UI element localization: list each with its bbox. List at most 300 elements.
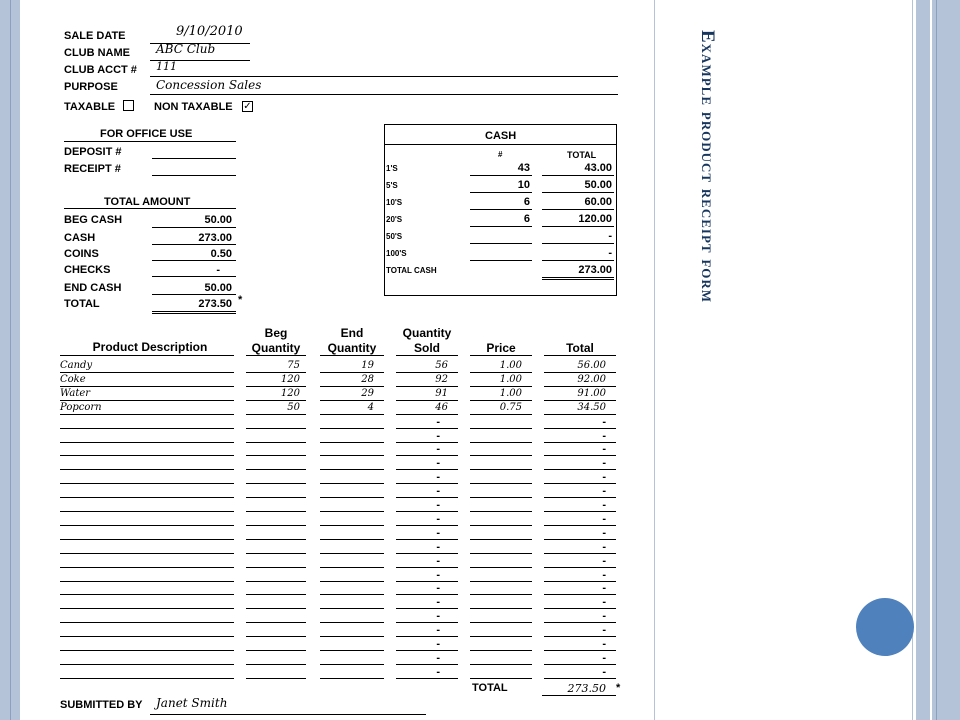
row-line [544,372,616,373]
receipt-label: RECEIPT # [64,163,121,175]
row-line [60,553,234,554]
cash-denomination: 100'S [386,249,407,258]
row-line [544,497,616,498]
row-line [470,428,532,429]
cell-total: - [602,499,606,511]
checks-label: CHECKS [64,264,111,276]
cash-count: 10 [517,179,530,191]
row-line [544,664,616,665]
row-line [320,581,384,582]
cash-denomination: 10'S [386,198,403,207]
row-line [470,469,532,470]
row-line [320,525,384,526]
row-line [60,539,234,540]
grand-total-label: TOTAL [472,682,508,694]
row-line [470,372,532,373]
row-line [320,386,384,387]
cash-total: 60.00 [584,196,612,208]
cash-denomination: 20'S [386,215,403,224]
cell-total: - [602,665,606,678]
row-line [320,539,384,540]
row-line [396,636,458,637]
row-line [60,511,234,512]
row-line [60,567,234,568]
row-line [544,594,616,595]
club-name-label: CLUB NAME [64,47,130,59]
cell-beg: 75 [287,360,300,371]
header-underline [246,355,306,356]
row-line [246,622,306,623]
row-line [470,539,532,540]
cell-sold: - [436,624,440,637]
row-line [60,636,234,637]
row-line [544,622,616,623]
row-line [60,678,234,679]
row-line [246,553,306,554]
row-line [246,539,306,540]
cell-price: 1.00 [499,360,522,371]
cell-total: - [602,568,606,581]
cash-total-line [542,260,614,261]
row-line [320,414,384,415]
row-line [320,636,384,637]
row-line [396,553,458,554]
cell-sold: - [436,651,440,664]
cell-sold: - [436,665,440,678]
row-line [320,553,384,554]
row-line [544,455,616,456]
cash-total: 43.00 [584,162,612,174]
cash-total-line [542,192,614,193]
row-line [396,497,458,498]
beg-cash-value: 50.00 [204,214,232,226]
total-label: TOTAL [64,298,100,310]
header-underline [320,355,384,356]
cash-count-line [470,192,532,193]
cell-total: 34.50 [577,401,606,413]
row-line [246,608,306,609]
total-cash-value: 273.00 [578,264,612,276]
cell-total: - [602,582,606,595]
club-name-value: ABC Club [156,42,216,56]
row-line [470,497,532,498]
taxable-checkbox[interactable] [123,100,134,111]
sale-date-value: 9/10/2010 [176,24,243,39]
row-line [396,428,458,429]
row-line [544,636,616,637]
cash-count-line [470,243,532,244]
row-line [396,608,458,609]
row-line [246,442,306,443]
row-line [246,636,306,637]
cell-sold: - [436,429,440,442]
cell-total: - [602,443,606,456]
row-line [470,511,532,512]
row-line [320,622,384,623]
cash-denomination: 50'S [386,232,403,241]
cash-total-line [542,209,614,210]
coins-label: COINS [64,248,99,260]
row-line [470,664,532,665]
row-line [246,469,306,470]
cell-beg: 50 [287,401,300,413]
cell-sold: 46 [435,401,448,413]
row-line [60,650,234,651]
cell-total: - [602,554,606,567]
cell-sold: - [436,596,440,609]
row-line [544,511,616,512]
cell-total: - [602,624,606,637]
cell-sold: - [436,540,440,553]
row-line [246,386,306,387]
cell-sold: - [436,638,440,650]
cash-total-line [542,226,614,227]
col-beg-quantity-2: Quantity [251,341,301,355]
end-cash-value: 50.00 [204,282,232,294]
row-line [396,650,458,651]
cash-count-line [470,209,532,210]
row-line [470,678,532,679]
row-line [396,622,458,623]
row-line [544,483,616,484]
row-line [396,581,458,582]
cell-total: - [602,471,606,484]
row-line [544,414,616,415]
row-line [60,594,234,595]
office-use-rule [64,141,236,142]
grand-total-value: 273.50 [567,682,606,695]
beg-cash-label: BEG CASH [64,214,123,226]
row-line [246,525,306,526]
cell-sold: - [436,512,440,525]
deposit-label: DEPOSIT # [64,146,122,158]
row-line [470,525,532,526]
row-line [470,553,532,554]
coins-line [152,260,236,261]
cell-sold: - [436,568,440,581]
cash-total-header: TOTAL [567,150,597,160]
row-line [396,567,458,568]
row-line [396,483,458,484]
beg-cash-line [152,227,236,228]
total-amount-rule [64,208,236,209]
cash-line [152,244,236,245]
purpose-line [150,94,618,95]
row-line [470,608,532,609]
row-line [320,594,384,595]
non-taxable-label: NON TAXABLE [154,101,233,113]
row-line [246,511,306,512]
row-line [320,483,384,484]
row-line [320,567,384,568]
row-line [396,664,458,665]
cell-beg: 120 [280,373,300,385]
cell-description: Coke [60,373,86,385]
cash-total: - [608,247,612,259]
slide-title: Example product receipt form [697,30,718,304]
row-line [470,622,532,623]
cash-count-line [470,175,532,176]
col-total: Total [566,341,594,355]
cell-end: 4 [367,401,374,413]
club-acct-label: CLUB ACCT # [64,64,137,76]
col-end-quantity-1: End [340,326,364,340]
row-line [544,469,616,470]
row-line [246,678,306,679]
frame-line-left [654,0,655,720]
cell-end: 28 [361,373,374,385]
checks-line [152,276,236,277]
row-line [470,442,532,443]
cash-total: - [608,230,612,242]
cell-total: - [602,457,606,470]
row-line [544,678,616,679]
checks-value: - [216,264,220,276]
row-line [544,428,616,429]
row-line [320,678,384,679]
row-line [60,497,234,498]
cell-total: 92.00 [577,373,606,385]
cell-sold: - [436,610,440,623]
total-amount-heading: TOTAL AMOUNT [104,196,191,208]
row-line [470,414,532,415]
cash-total-line [542,243,614,244]
cell-sold: 92 [435,373,448,385]
row-line [544,567,616,568]
row-line [470,594,532,595]
row-line [320,608,384,609]
header-underline [60,355,234,356]
row-line [60,400,234,401]
row-line [320,455,384,456]
row-line [320,664,384,665]
cell-sold: - [436,554,440,567]
col-beg-quantity-1: Beg [264,326,288,340]
cell-end: 29 [361,387,374,399]
row-line [544,539,616,540]
row-line [396,539,458,540]
cell-sold: 56 [435,360,448,371]
right-decor-band [916,0,960,720]
header-underline [544,355,616,356]
row-line [320,469,384,470]
header-underline [470,355,532,356]
cash-heading-rule [385,144,616,145]
row-line [544,400,616,401]
row-line [246,594,306,595]
purpose-label: PURPOSE [64,81,118,93]
cash-count-header: # [498,150,503,159]
row-line [60,469,234,470]
row-line [396,400,458,401]
row-line [60,525,234,526]
submitted-by-label: SUBMITTED BY [60,699,143,711]
cell-sold: - [436,457,440,470]
cell-beg: 120 [280,387,300,399]
taxable-label: TAXABLE [64,101,116,113]
decorative-circle [856,598,914,656]
cell-sold: - [436,526,440,539]
cash-total: 50.00 [584,179,612,191]
row-line [246,372,306,373]
club-acct-line [150,76,618,77]
cell-total: - [602,415,606,428]
row-line [396,511,458,512]
row-line [396,442,458,443]
row-line [60,664,234,665]
cell-sold: - [436,471,440,484]
header-underline [396,355,458,356]
row-line [60,372,234,373]
row-line [544,442,616,443]
col-price: Price [486,341,516,355]
cash-total: 120.00 [578,213,612,225]
row-line [60,483,234,484]
row-line [396,525,458,526]
grand-total-asterisk: * [616,682,621,694]
row-line [396,372,458,373]
cell-description: Candy [60,360,93,371]
row-line [246,455,306,456]
col-quantity-sold-2: Sold [414,341,440,355]
row-line [544,650,616,651]
cell-total: - [602,596,606,609]
row-line [396,414,458,415]
cash-value: 273.00 [198,232,232,244]
row-line [246,567,306,568]
cell-price: 1.00 [499,373,522,385]
total-asterisk: * [238,294,243,306]
row-line [60,414,234,415]
cell-price: 0.75 [499,401,522,413]
cash-count-line [470,260,532,261]
cell-total: - [602,651,606,664]
cell-total: - [602,429,606,442]
cell-description: Water [60,387,91,399]
end-cash-label: END CASH [64,282,122,294]
cash-count: 43 [517,162,530,174]
end-cash-line [152,294,236,295]
cash-count: 6 [523,213,530,225]
col-quantity-sold-1: Quantity [402,326,452,340]
row-line [396,469,458,470]
row-line [544,525,616,526]
row-line [470,581,532,582]
non-taxable-checkbox[interactable]: ✓ [243,101,252,112]
row-line [396,678,458,679]
row-line [320,428,384,429]
row-line [320,511,384,512]
cell-sold: - [436,485,440,498]
row-line [60,455,234,456]
row-line [60,581,234,582]
row-line [246,400,306,401]
row-line [320,400,384,401]
grand-total-line [542,695,616,696]
row-line [60,386,234,387]
cell-total: - [602,540,606,553]
cell-price: 1.00 [499,387,522,399]
cell-total: - [602,610,606,623]
submitted-by-line [150,714,426,715]
cash-heading: CASH [485,130,517,142]
row-line [246,650,306,651]
row-line [60,442,234,443]
cash-denomination: 5'S [386,181,398,190]
cash-count-line [470,226,532,227]
row-line [544,608,616,609]
row-line [60,622,234,623]
cell-end: 19 [361,360,374,371]
row-line [470,567,532,568]
row-line [60,608,234,609]
col-end-quantity-2: Quantity [327,341,377,355]
row-line [246,497,306,498]
total-cash-label: TOTAL CASH [386,266,437,275]
row-line [246,483,306,484]
cell-sold: - [436,582,440,595]
row-line [544,553,616,554]
cell-total: 56.00 [577,360,606,371]
cash-total-line [542,175,614,176]
cell-sold: 91 [435,387,448,399]
cell-total: - [602,638,606,650]
total-value: 273.50 [198,298,232,310]
cash-denomination: 1'S [386,164,398,173]
cell-sold: - [436,499,440,511]
row-line [470,400,532,401]
row-line [320,497,384,498]
submitted-by-value: Janet Smith [156,696,228,710]
receipt-line [152,175,236,176]
row-line [396,386,458,387]
cell-total: - [602,485,606,498]
row-line [320,650,384,651]
row-line [246,414,306,415]
cell-description: Popcorn [60,401,102,413]
office-use-heading: FOR OFFICE USE [100,128,193,140]
row-line [246,581,306,582]
cell-sold: - [436,415,440,428]
cash-count: 6 [523,196,530,208]
club-acct-value: 111 [156,60,177,73]
cell-sold: - [436,443,440,456]
row-line [470,483,532,484]
row-line [544,581,616,582]
total-double-line [152,311,236,314]
cash-label: CASH [64,232,96,244]
row-line [544,386,616,387]
row-line [60,428,234,429]
purpose-value: Concession Sales [156,78,262,92]
frame-line-right [912,0,913,720]
deposit-line [152,158,236,159]
row-line [470,636,532,637]
cell-total: 91.00 [577,387,606,399]
row-line [246,664,306,665]
row-line [396,455,458,456]
receipt-form [56,22,624,720]
row-line [470,386,532,387]
col-product-description: Product Description [92,340,208,354]
cell-total: - [602,526,606,539]
row-line [470,455,532,456]
coins-value: 0.50 [210,248,232,260]
sale-date-label: SALE DATE [64,30,126,42]
row-line [320,442,384,443]
row-line [470,650,532,651]
row-line [246,428,306,429]
